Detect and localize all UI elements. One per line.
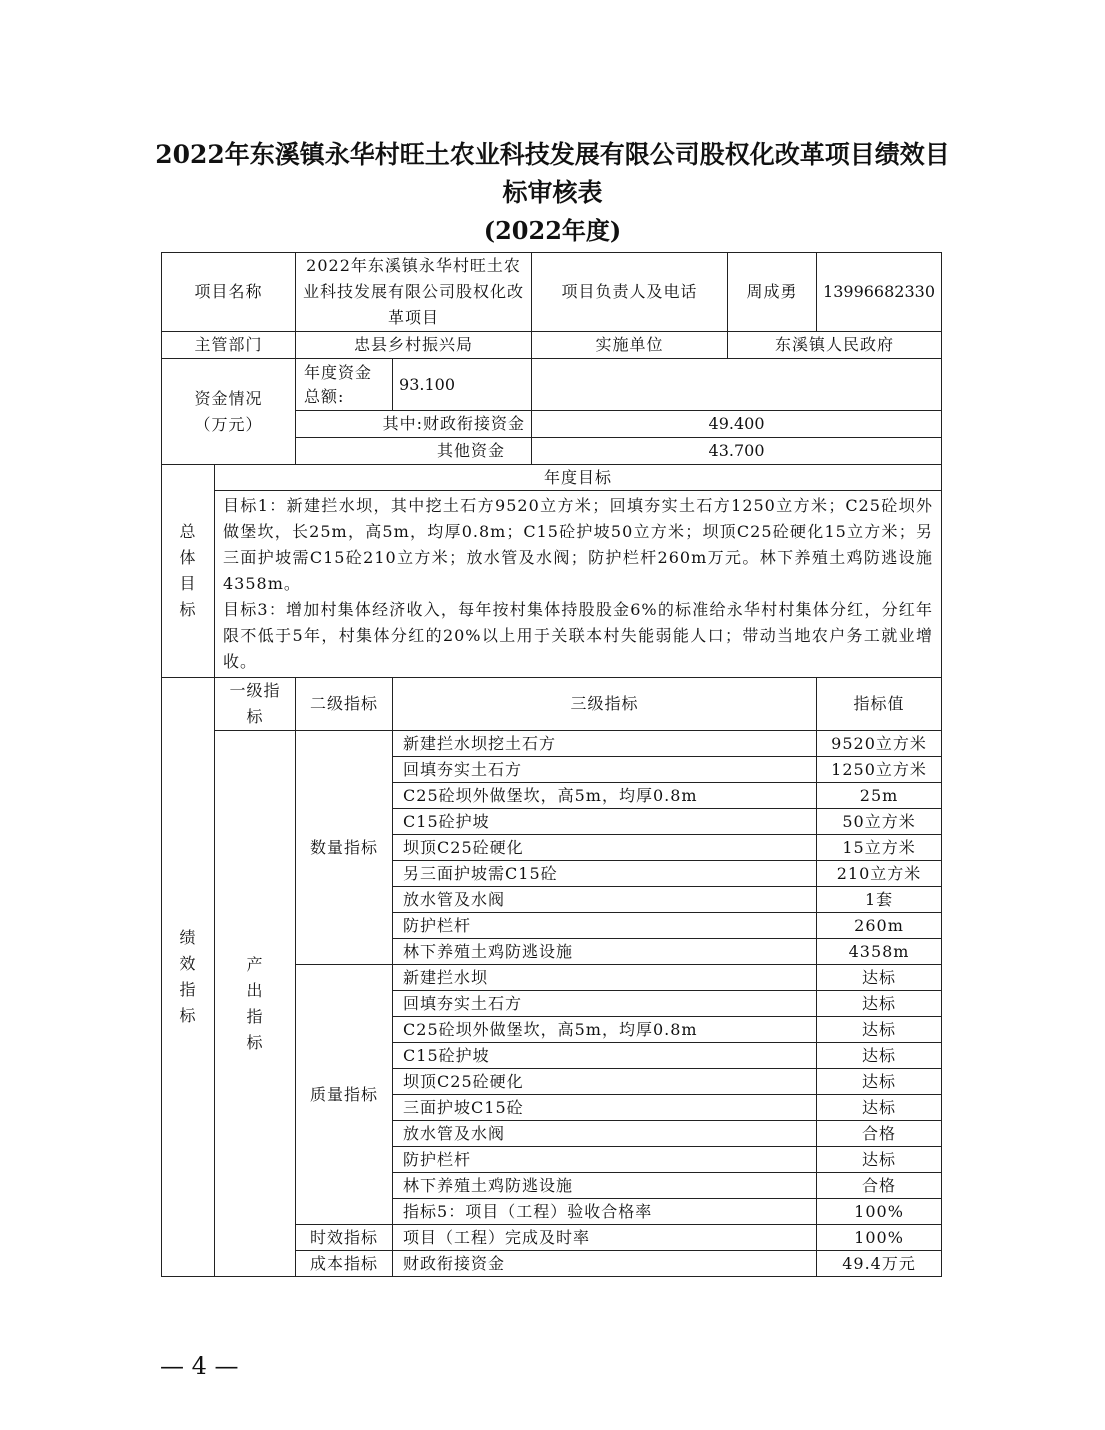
table-row: 新建拦水坝 (393, 965, 817, 991)
table-value: 15立方米 (817, 835, 942, 861)
col-l2-header: 二级指标 (296, 678, 393, 731)
table-row: 三面护坡C15砼 (393, 1095, 817, 1121)
goal-3: 目标3：增加村集体经济收入，每年按村集体持股股金6%的标准给永华村村集体分红，分红年限不低于5年，村集体分红的20%以上用于关联本村失能弱能人口；带动当地农户务工就业增收。 (223, 600, 934, 671)
table-row: 坝顶C25砼硬化 (393, 1069, 817, 1095)
table-value: 1250立方米 (817, 757, 942, 783)
table-value: 9520立方米 (817, 731, 942, 757)
table-row: 回填夯实土石方 (393, 991, 817, 1017)
table-row: 林下养殖土鸡防逃设施 (393, 1173, 817, 1199)
table-value: 4358m (817, 939, 942, 965)
table-value: 100% (817, 1199, 942, 1225)
leader-label: 项目负责人及电话 (532, 253, 728, 332)
table-value: 达标 (817, 1043, 942, 1069)
funds-fiscal-label: 其中:财政衔接资金 (296, 411, 532, 438)
leader-phone: 13996682330 (817, 253, 942, 332)
project-name-value: 2022年东溪镇永华村旺土农业科技发展有限公司股权化改革项目 (296, 253, 532, 332)
table-row: C15砼护坡 (393, 1043, 817, 1069)
table-value: 50立方米 (817, 809, 942, 835)
cost-label: 成本指标 (296, 1251, 393, 1277)
funds-other-value: 43.700 (532, 438, 942, 465)
table-row: 指标5：项目（工程）验收合格率 (393, 1199, 817, 1225)
overall-goal-text (215, 491, 942, 678)
table-value: 合格 (817, 1121, 942, 1147)
quantity-label: 数量指标 (296, 731, 393, 965)
table-value: 达标 (817, 1147, 942, 1173)
table-row: 防护栏杆 (393, 1147, 817, 1173)
table-value: 1套 (817, 887, 942, 913)
table-row: C25砼坝外做堡坎，高5m，均厚0.8m (393, 783, 817, 809)
dept-value: 忠县乡村振兴局 (296, 332, 532, 359)
col-val-header: 指标值 (817, 678, 942, 731)
table-row: 防护栏杆 (393, 913, 817, 939)
overall-goal-label: 总体目标 (162, 465, 215, 678)
funds-total-blank (532, 359, 942, 411)
table-value: 达标 (817, 1017, 942, 1043)
project-name-label: 项目名称 (162, 253, 296, 332)
table-row: C15砼护坡 (393, 809, 817, 835)
leader-name: 周成勇 (728, 253, 817, 332)
funds-fiscal-value: 49.400 (532, 411, 942, 438)
table-value: 25m (817, 783, 942, 809)
performance-goal-table (161, 252, 942, 1277)
quality-label: 质量指标 (296, 965, 393, 1225)
table-row: 回填夯实土石方 (393, 757, 817, 783)
funds-label: 资金情况（万元） (162, 359, 296, 465)
table-row: 财政衔接资金 (393, 1251, 817, 1277)
table-row: C25砼坝外做堡坎，高5m，均厚0.8m (393, 1017, 817, 1043)
dept-label: 主管部门 (162, 332, 296, 359)
funds-other-label: 其他资金 (296, 438, 532, 465)
funds-total-label: 年度资金总额: (296, 359, 393, 411)
page-title: 2022年东溪镇永华村旺土农业科技发展有限公司股权化改革项目绩效目标审核表 (155, 140, 950, 207)
table-row: 另三面护坡需C15砼 (393, 861, 817, 887)
table-row: 放水管及水阀 (393, 887, 817, 913)
table-value: 达标 (817, 1095, 942, 1121)
table-row: 新建拦水坝挖土石方 (393, 731, 817, 757)
col-l3-header: 三级指标 (393, 678, 817, 731)
funds-total-value: 93.100 (393, 359, 532, 411)
table-row: 项目（工程）完成及时率 (393, 1225, 817, 1251)
col-l1-header: 一级指标 (215, 678, 296, 731)
table-value: 达标 (817, 991, 942, 1017)
l1-output: 产出指标 (215, 731, 296, 1277)
page-number: — 4 — (160, 1352, 239, 1380)
table-row: 坝顶C25砼硬化 (393, 835, 817, 861)
table-value: 49.4万元 (817, 1251, 942, 1277)
page-subtitle: (2022年度) (483, 216, 622, 245)
table-value: 260m (817, 913, 942, 939)
table-value: 100% (817, 1225, 942, 1251)
table-row: 放水管及水阀 (393, 1121, 817, 1147)
impl-label: 实施单位 (532, 332, 728, 359)
table-value: 达标 (817, 1069, 942, 1095)
perf-label: 绩效指标 (162, 678, 215, 1277)
timeliness-label: 时效指标 (296, 1225, 393, 1251)
overall-goal-header: 年度目标 (215, 465, 942, 491)
table-value: 210立方米 (817, 861, 942, 887)
goal-1: 目标1：新建拦水坝，其中挖土石方9520立方米；回填夯实土石方1250立方米；C25砼坝外做堡坎，长25m，高5m，均厚0.8m；C15砼护坡50立方米；坝顶C25砼硬化15立方米；另三面护坡需C15砼210立方米；放水管及水阀；防护栏杆260m万元。林下养殖土鸡防逃设施4358m。 (223, 496, 934, 593)
table-value: 达标 (817, 965, 942, 991)
table-value: 合格 (817, 1173, 942, 1199)
impl-value: 东溪镇人民政府 (728, 332, 942, 359)
table-row: 林下养殖土鸡防逃设施 (393, 939, 817, 965)
